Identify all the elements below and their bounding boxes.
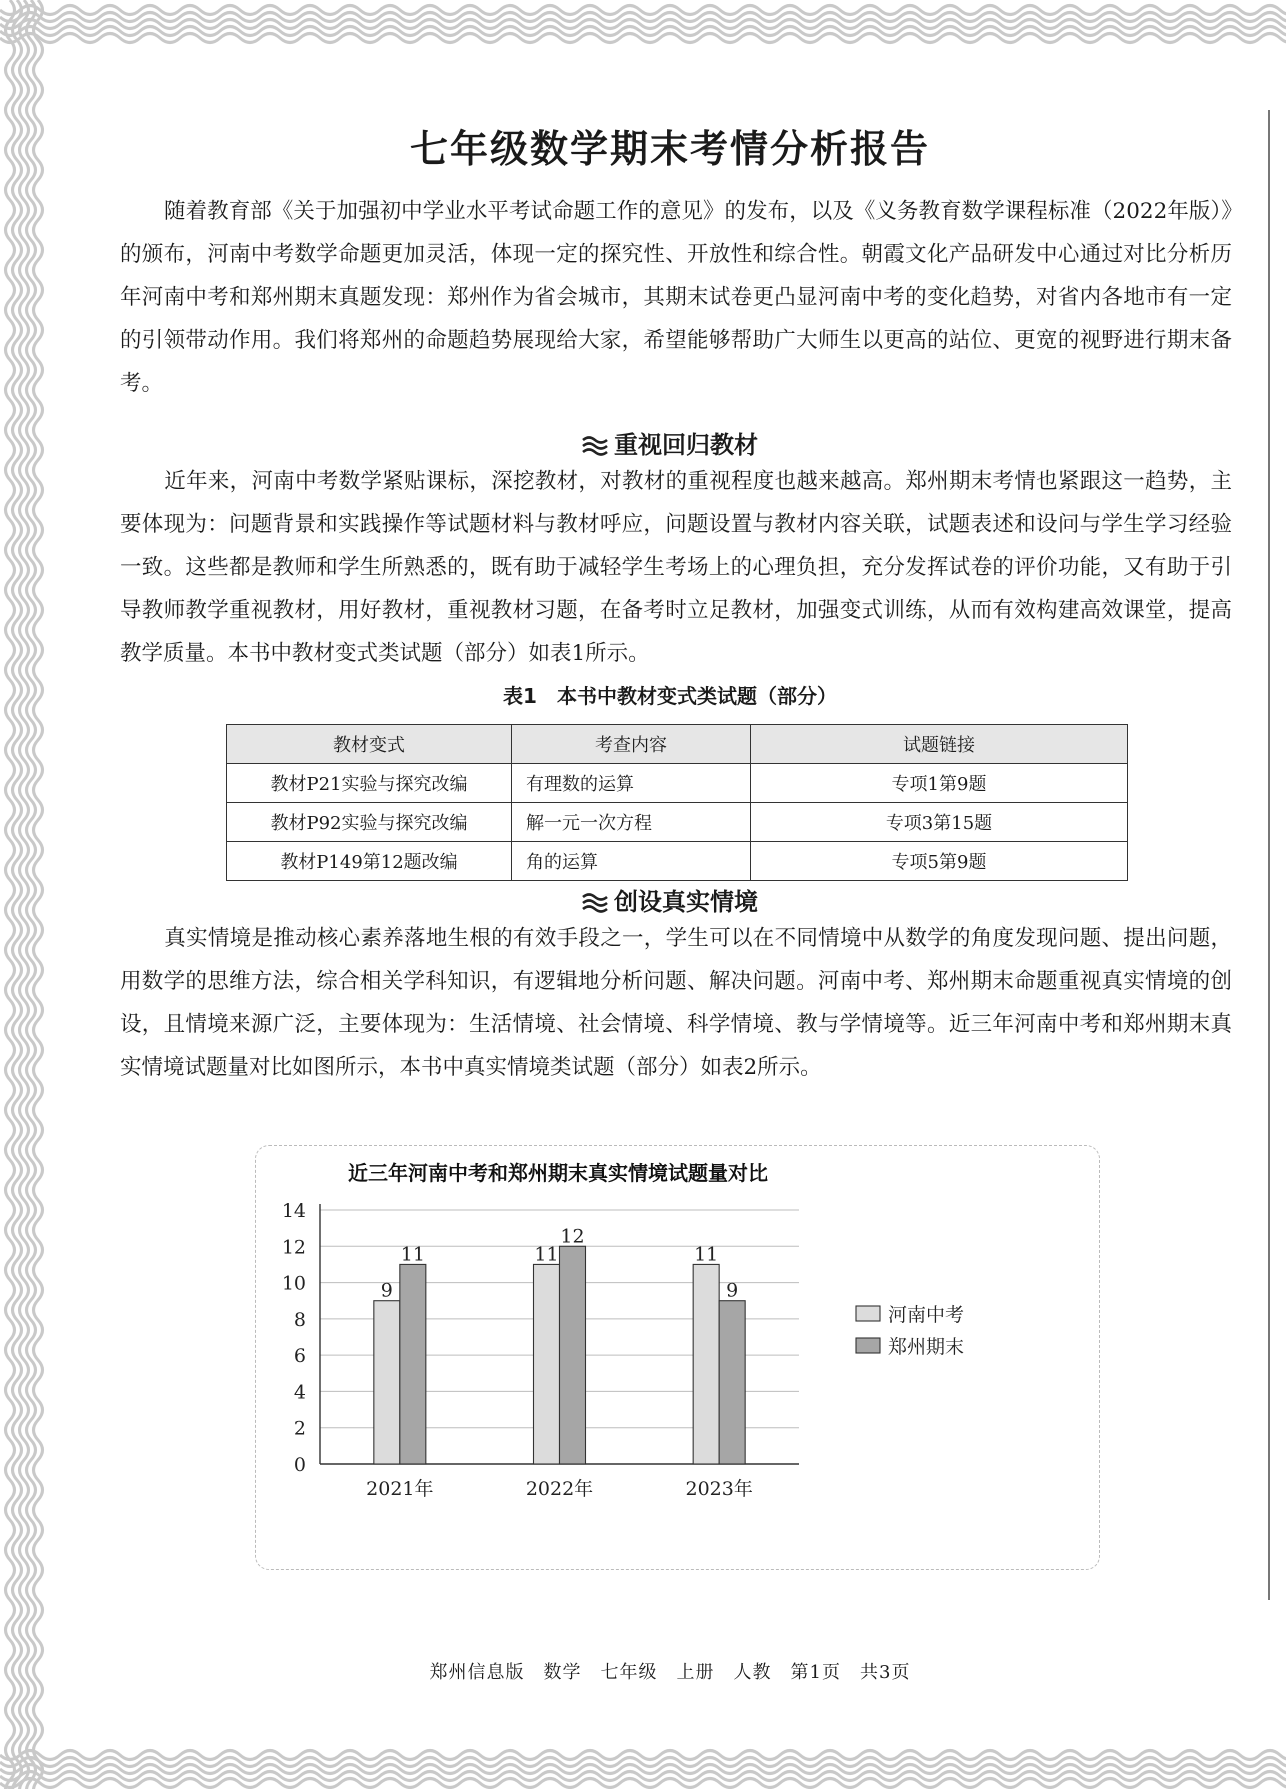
x-tick-label: 2022年 (525, 1478, 594, 1500)
bar (693, 1264, 719, 1464)
table-cell: 教材P149第12题改编 (227, 842, 512, 881)
intro-text: 随着教育部《关于加强初中学业水平考试命题工作的意见》的发布，以及《义务教育数学课程标准（2022年版）》的颁布，河南中考数学命题更加灵活，体现一定的探究性、开放性和综合性。朝霞文化产品研发中心通过对比分析历年河南中考和郑州期末真题发现：郑州作为省会城市，其期末试卷更凸显河南中考的变化趋势，对省内各地市有一定的引领带动作用。我们将郑州的命题趋势展现给大家，希望能够帮助广大师生以更高的站位、更宽的视野进行期末备考。 (120, 199, 1232, 396)
table-cell: 教材P21实验与探究改编 (227, 764, 512, 803)
section-heading-text: 创设真实情境 (614, 888, 758, 916)
table-header-cell: 教材变式 (227, 725, 512, 764)
bar-value-label: 12 (560, 1225, 585, 1248)
bar-value-label: 11 (694, 1243, 719, 1266)
section-heading-text: 重视回归教材 (614, 431, 758, 459)
y-tick-label: 0 (293, 1454, 306, 1476)
y-tick-label: 2 (293, 1417, 306, 1440)
table-header-cell: 试题链接 (751, 725, 1128, 764)
table-cell: 解一元一次方程 (512, 803, 751, 842)
legend-label: 郑州期末 (888, 1336, 965, 1358)
y-tick-label: 12 (281, 1236, 306, 1259)
legend-swatch (856, 1338, 880, 1353)
section-heading-real-context (100, 882, 1240, 917)
legend-swatch (856, 1306, 880, 1321)
bar (534, 1264, 560, 1464)
bar-value-label: 11 (534, 1243, 559, 1266)
table-cell: 有理数的运算 (512, 764, 751, 803)
x-tick-label: 2021年 (366, 1478, 434, 1500)
table-cell: 角的运算 (512, 842, 751, 881)
margin-rule (1268, 110, 1270, 1600)
intro-paragraph (120, 190, 1232, 405)
table-row (227, 842, 1128, 881)
table-cell: 专项3第15题 (751, 803, 1128, 842)
bar-value-label: 9 (726, 1279, 739, 1302)
page-footer: 郑州信息版 数学 七年级 上册 人教 第1页 共3页 (429, 1662, 911, 1683)
bar-value-label: 9 (380, 1279, 393, 1302)
report-title: 七年级数学期末考情分析报告 (409, 127, 930, 171)
bar-chart (256, 1146, 1099, 1569)
chart-container (255, 1145, 1100, 1570)
bar (560, 1246, 586, 1464)
wave-icon (582, 892, 608, 914)
section-real-context-text: 真实情境是推动核心素养落地生根的有效手段之一，学生可以在不同情境中从数学的角度发现问题、提出问题，用数学的思维方法，综合相关学科知识，有逻辑地分析问题、解决问题。河南中考、郑州期末命题重视真实情境的创设，且情境来源广泛，主要体现为：生活情境、社会情境、科学情境、教与学情境等。近三年河南中考和郑州期末真实情境试题量对比如图所示，本书中真实情境类试题（部分）如表2所示。 (120, 926, 1232, 1080)
y-tick-label: 14 (281, 1200, 306, 1222)
section-real-context-paragraph (120, 917, 1232, 1089)
table-cell: 专项1第9题 (751, 764, 1128, 803)
bar (400, 1264, 426, 1464)
table-caption: 表1 本书中教材变式类试题（部分） (503, 684, 837, 708)
table-cell: 专项5第9题 (751, 842, 1128, 881)
y-tick-label: 6 (293, 1345, 306, 1368)
y-tick-label: 4 (293, 1381, 306, 1404)
textbook-variant-table (226, 724, 1128, 881)
document-page (100, 40, 1240, 1740)
chart-title: 近三年河南中考和郑州期末真实情境试题量对比 (348, 1161, 768, 1185)
bar-value-label: 11 (400, 1243, 425, 1266)
x-tick-label: 2023年 (685, 1478, 753, 1500)
table-cell: 教材P92实验与探究改编 (227, 803, 512, 842)
table-row (227, 764, 1128, 803)
section-heading-textbook (100, 425, 1240, 460)
legend-label: 河南中考 (888, 1304, 965, 1326)
y-tick-label: 10 (281, 1272, 306, 1295)
bar (374, 1301, 400, 1464)
wave-icon (582, 435, 608, 457)
table-header-cell: 考查内容 (512, 725, 751, 764)
section-textbook-paragraph (120, 460, 1232, 675)
table-row (227, 803, 1128, 842)
table-header-row (227, 725, 1128, 764)
bar (719, 1301, 745, 1464)
y-tick-label: 8 (293, 1308, 306, 1331)
section-textbook-text: 近年来，河南中考数学紧贴课标，深挖教材，对教材的重视程度也越来越高。郑州期末考情也紧跟这一趋势，主要体现为：问题背景和实践操作等试题材料与教材呼应，问题设置与教材内容关联，试题表述和设问与学生学习经验一致。这些都是教师和学生所熟悉的，既有助于减轻学生考场上的心理负担，充分发挥试卷的评价功能，又有助于引导教师教学重视教材，用好教材，重视教材习题，在备考时立足教材，加强变式训练，从而有效构建高效课堂，提高教学质量。本书中教材变式类试题（部分）如表1所示。 (120, 469, 1232, 666)
